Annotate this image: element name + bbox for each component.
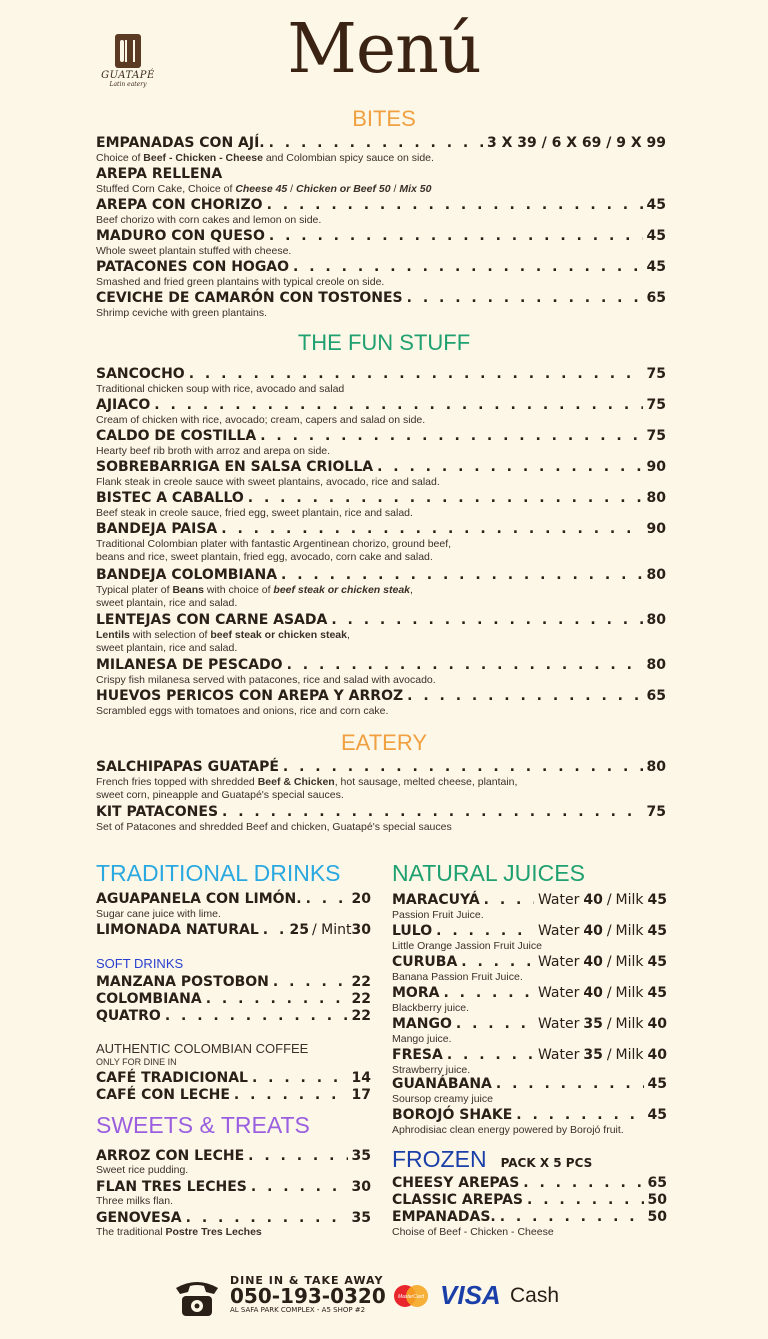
dot-leader <box>443 985 534 1002</box>
juice-item <box>392 1047 667 1064</box>
item-name: CURUBA <box>392 954 458 970</box>
coffee-note: ONLY FOR DINE IN <box>96 1057 177 1067</box>
bites-item <box>96 197 666 227</box>
water-price: 40 <box>583 985 603 1001</box>
dot-leader <box>447 1047 534 1064</box>
desc-text: Typical plater of <box>96 584 173 596</box>
water-price: 40 <box>583 954 603 970</box>
item-description <box>96 776 666 802</box>
dot-leader <box>287 657 643 674</box>
item-row <box>96 804 666 821</box>
desc-text: , hot sausage, melted cheese, plantain, <box>334 776 518 788</box>
desc-text: and Colombian spicy sauce on side. <box>262 152 434 164</box>
dot-leader <box>516 1107 643 1124</box>
item-description <box>96 1226 262 1239</box>
desc-bold: Beans <box>172 584 204 596</box>
juice-item <box>392 892 667 909</box>
item-price: 50 <box>647 1209 667 1225</box>
item-description <box>96 507 666 520</box>
item-price: 65 <box>647 1175 667 1191</box>
item-description: Sugar cane juice with lime. <box>96 908 221 920</box>
item-price: 30 <box>351 1179 371 1195</box>
page-title: Menú <box>287 10 481 89</box>
dot-leader <box>269 135 483 152</box>
dot-leader <box>331 612 642 629</box>
frozen-heading: FROZEN <box>392 1146 487 1172</box>
item-name: BANDEJA PAISA <box>96 521 218 537</box>
footer-phone[interactable]: 050-193-0320 <box>230 1284 386 1308</box>
dot-leader <box>496 1076 644 1093</box>
desc-text: Beef steak in creole sauce, fried egg, sweet plantain, rice and salad. <box>96 507 413 519</box>
dot-leader <box>263 922 286 939</box>
item-price: 45 <box>646 228 666 244</box>
item-name: CALDO DE COSTILLA <box>96 428 257 444</box>
desc-bold: Lentils <box>96 629 130 641</box>
item-row <box>96 228 666 245</box>
dot-leader <box>186 1210 348 1227</box>
item-row <box>96 428 666 445</box>
item-description <box>96 1164 188 1177</box>
item-description <box>96 276 666 289</box>
item-name: AJIACO <box>96 397 151 413</box>
desc-text: The traditional <box>96 1226 166 1238</box>
fun-item <box>96 688 666 718</box>
item-row <box>96 290 666 307</box>
coffee-heading: AUTHENTIC COLOMBIAN COFFEE <box>96 1041 309 1056</box>
item-description: Little Orange Jassion Fruit Juice <box>392 940 542 952</box>
dot-leader <box>500 1209 644 1226</box>
eatery-item <box>96 804 666 834</box>
item-price: 50 <box>647 1192 667 1208</box>
item-description: Choise of Beef - Chicken - Cheese <box>392 1226 554 1238</box>
separator: / <box>606 1047 612 1063</box>
desc-text: , <box>410 584 413 596</box>
item-description <box>96 445 666 458</box>
milk-price: 40 <box>647 1047 667 1063</box>
item-name: PATACONES CON HOGAO <box>96 259 290 275</box>
footer <box>170 1272 600 1320</box>
desc-text: Whole sweet plantain stuffed with cheese. <box>96 245 292 257</box>
fun-item <box>96 612 666 655</box>
item-name: LENTEJAS CON CARNE ASADA <box>96 612 328 628</box>
dot-leader <box>234 1087 348 1104</box>
desc-text: sweet corn, pineapple and Guatapé's special sauces. <box>96 789 344 801</box>
item-price: 65 <box>646 290 666 306</box>
item-description: Soursop creamy juice <box>392 1093 493 1105</box>
item-price: 65 <box>646 688 666 704</box>
item-description <box>96 821 666 834</box>
item-row <box>96 459 666 476</box>
item-price: 80 <box>646 612 666 628</box>
item-price: 25 <box>289 922 310 938</box>
item-name: ARROZ CON LECHE <box>96 1148 245 1164</box>
item-name: MILANESA DE PESCADO <box>96 657 283 673</box>
item-price: 75 <box>646 397 666 413</box>
frozen-item <box>392 1209 667 1226</box>
item-price: 45 <box>646 259 666 275</box>
dot-leader <box>267 197 643 214</box>
item-price: 75 <box>646 428 666 444</box>
sweets-item <box>96 1179 371 1196</box>
item-description <box>96 538 666 564</box>
milk-price: 45 <box>647 892 667 908</box>
item-name: BANDEJA COLOMBIANA <box>96 567 278 583</box>
item-name: LULO <box>392 923 433 939</box>
item-price: 22 <box>351 1008 371 1024</box>
item-description: Mango juice. <box>392 1033 452 1045</box>
desc-text: Choice of <box>96 152 144 164</box>
item-price: 90 <box>646 521 666 537</box>
soft-drink-item <box>96 1008 371 1025</box>
water-label: Water <box>537 1047 580 1063</box>
item-price: 75 <box>646 366 666 382</box>
phone-icon <box>170 1274 224 1318</box>
sweets-item <box>96 1210 371 1227</box>
separator: / <box>606 985 612 1001</box>
item-price: 45 <box>646 197 666 213</box>
frozen-header <box>392 1146 592 1173</box>
frozen-item <box>392 1192 667 1209</box>
milk-price: 45 <box>647 954 667 970</box>
soft-drink-item <box>96 991 371 1008</box>
desc-text: Scrambled eggs with tomatoes and onions, rice and corn cake. <box>96 705 389 717</box>
desc-bold-italic: Cheese 45 <box>235 183 288 195</box>
desc-text: Set of Patacones and shredded Beef and chicken, Guatapé's special sauces <box>96 821 452 833</box>
item-description <box>96 629 666 655</box>
coffee-item <box>96 1070 371 1087</box>
item-price: 45 <box>647 1107 667 1123</box>
item-description <box>96 307 666 320</box>
desc-text: Crispy fish milanesa served with patacones, rice and salad with avocado. <box>96 674 436 686</box>
water-label: Water <box>537 985 580 1001</box>
separator: / <box>606 1016 612 1032</box>
item-description: Banana Passion Fruit Juice. <box>392 971 523 983</box>
fun-item <box>96 459 666 489</box>
mastercard-label: MasterCard <box>397 1294 425 1300</box>
water-price: 35 <box>583 1016 603 1032</box>
item-name: BOROJÓ SHAKE <box>392 1107 513 1123</box>
desc-text: Stuffed Corn Cake, Choice of <box>96 183 236 195</box>
water-price: 40 <box>583 923 603 939</box>
water-label: Water <box>537 1016 580 1032</box>
desc-text: / <box>390 183 400 195</box>
desc-text: Traditional chicken soup with rice, avocado and salad <box>96 383 345 395</box>
desc-text: beans and rice, sweet plantain, fried egg, avocado, corn cake and salad. <box>96 551 433 563</box>
milk-label: Milk <box>615 892 644 908</box>
desc-text: Traditional Colombian plater with fantastic Argentinean chorizo, ground beef, <box>96 538 452 550</box>
bites-item <box>96 135 666 165</box>
item-price: 80 <box>646 567 666 583</box>
item-row <box>96 366 666 383</box>
item-name: LIMONADA NATURAL <box>96 922 259 938</box>
item-name: GENOVESA <box>96 1210 182 1226</box>
frozen-item <box>392 1175 667 1192</box>
item-name: GUANÁBANA <box>392 1076 492 1092</box>
item-name: CAFÉ CON LECHE <box>96 1087 230 1103</box>
dot-leader <box>269 228 643 245</box>
milk-label: Milk <box>615 954 644 970</box>
dot-leader <box>484 892 534 909</box>
dot-leader <box>273 974 348 991</box>
desc-text: Smashed and fried green plantains with typical creole on side. <box>96 276 385 288</box>
item-description <box>96 245 666 258</box>
separator: / <box>606 892 612 908</box>
item-name: MANZANA POSTOBON <box>96 974 269 990</box>
bites-item <box>96 259 666 289</box>
item-description: Strawberry juice. <box>392 1064 471 1076</box>
item-description <box>96 414 666 427</box>
dot-leader <box>527 1192 644 1209</box>
item-name: SOBREBARRIGA EN SALSA CRIOLLA <box>96 459 374 475</box>
water-price: 35 <box>583 1047 603 1063</box>
dot-leader <box>407 290 643 307</box>
item-row <box>96 259 666 276</box>
juices-heading: NATURAL JUICES <box>392 860 585 886</box>
mastercard-icon <box>392 1284 430 1308</box>
item-description <box>96 476 666 489</box>
desc-bold-italic: Mix 50 <box>399 183 432 195</box>
juice-item <box>392 923 667 940</box>
dot-leader <box>293 259 642 276</box>
dot-leader <box>461 954 534 971</box>
item-name: AREPA RELLENA <box>96 166 223 182</box>
item-name: SANCOCHO <box>96 366 185 382</box>
item-row <box>96 135 666 152</box>
desc-bold-italic: Chicken or Beef 50 <box>296 183 391 195</box>
fun-item <box>96 397 666 427</box>
item-description <box>96 674 666 687</box>
desc-text: , <box>346 629 350 641</box>
alt-label: / Mint <box>312 922 352 938</box>
fun-item <box>96 657 666 687</box>
desc-text: Cream of chicken with rice, avocado; cream, capers and salad on side. <box>96 414 426 426</box>
item-name: AGUAPANELA CON LIMÓN. <box>96 891 302 907</box>
soft-drink-item <box>96 974 371 991</box>
item-price: 45 <box>647 1076 667 1092</box>
dot-leader <box>221 521 642 538</box>
milk-price: 45 <box>647 923 667 939</box>
item-name: QUATRO <box>96 1008 161 1024</box>
item-price: 80 <box>646 759 666 775</box>
fun-item <box>96 521 666 564</box>
juice-item <box>392 954 667 971</box>
item-name: MORA <box>392 985 440 1001</box>
desc-text: Sweet rice pudding. <box>96 1164 189 1176</box>
item-name: FLAN TRES LECHES <box>96 1179 247 1195</box>
fun-item <box>96 428 666 458</box>
item-row <box>96 197 666 214</box>
milk-label: Milk <box>615 923 644 939</box>
item-row <box>96 490 666 507</box>
footer-address: AL SAFA PARK COMPLEX - A5 SHOP #2 <box>230 1306 366 1314</box>
dot-leader <box>283 759 643 776</box>
fun-item <box>96 567 666 610</box>
item-price: 22 <box>351 974 371 990</box>
milk-price: 40 <box>647 1016 667 1032</box>
item-price: 80 <box>646 657 666 673</box>
dot-leader <box>222 804 642 821</box>
bites-item <box>96 290 666 320</box>
dot-leader <box>436 923 534 940</box>
dot-leader <box>456 1016 534 1033</box>
dot-leader <box>154 397 642 414</box>
dot-leader <box>189 366 643 383</box>
coffee-item <box>96 1087 371 1104</box>
item-description <box>96 183 666 196</box>
desc-text: with selection of <box>129 629 211 641</box>
separator: / <box>606 954 612 970</box>
item-description <box>96 152 666 165</box>
item-price: 22 <box>351 991 371 1007</box>
item-name: KIT PATACONES <box>96 804 219 820</box>
water-price: 40 <box>583 892 603 908</box>
desc-bold: Postre Tres Leches <box>165 1226 262 1238</box>
water-label: Water <box>537 923 580 939</box>
dot-leader <box>523 1175 643 1192</box>
item-name: FRESA <box>392 1047 443 1063</box>
dot-leader <box>260 428 642 445</box>
item-description <box>96 584 666 610</box>
item-price: 35 <box>351 1210 371 1226</box>
desc-text: sweet plantain, rice and salad. <box>96 642 238 654</box>
item-price: 20 <box>351 891 371 907</box>
desc-text: Beef chorizo with corn cakes and lemon on side. <box>96 214 322 226</box>
drinks-item <box>96 891 371 908</box>
brand-tagline: Latin eatery <box>109 81 147 88</box>
fun-item <box>96 366 666 396</box>
juice-item <box>392 1107 667 1124</box>
bites-item <box>96 228 666 258</box>
item-name: HUEVOS PERICOS CON AREPA Y ARROZ <box>96 688 404 704</box>
soft-drinks-heading: SOFT DRINKS <box>96 956 184 971</box>
footer-service: DINE IN & TAKE AWAY <box>230 1274 384 1287</box>
frozen-sub: PACK X 5 PCS <box>500 1156 593 1170</box>
item-description <box>96 1195 173 1208</box>
dot-leader <box>165 1008 348 1025</box>
item-price: 80 <box>646 490 666 506</box>
item-price: 17 <box>351 1087 371 1103</box>
sweets-heading: SWEETS & TREATS <box>96 1112 310 1138</box>
fun-item <box>96 490 666 520</box>
item-name: CEVICHE DE CAMARÓN CON TOSTONES <box>96 290 403 306</box>
desc-bold: beef steak or chicken steak <box>210 629 347 641</box>
sweets-item <box>96 1148 371 1165</box>
milk-label: Milk <box>615 985 644 1001</box>
item-row <box>96 612 666 629</box>
item-row <box>96 759 666 776</box>
desc-text: sweet plantain, rice and salad. <box>96 597 238 609</box>
item-row <box>96 688 666 705</box>
item-name: SALCHIPAPAS GUATAPÉ <box>96 759 279 775</box>
desc-text: / <box>287 183 297 195</box>
item-price: 90 <box>646 459 666 475</box>
item-row <box>96 657 666 674</box>
dot-leader <box>206 991 348 1008</box>
water-label: Water <box>537 954 580 970</box>
item-description: Blackberry juice. <box>392 1002 470 1014</box>
desc-text: Shrimp ceviche with green plantains. <box>96 307 268 319</box>
item-description: Passion Fruit Juice. <box>392 909 484 921</box>
item-row <box>96 166 666 183</box>
alt-price: 30 <box>351 922 371 938</box>
desc-text: Hearty beef rib broth with arroz and arepa on side. <box>96 445 331 457</box>
eatery-heading: EATERY <box>341 730 427 755</box>
drinks-item <box>96 922 371 939</box>
eatery-item <box>96 759 666 802</box>
milk-price: 45 <box>647 985 667 1001</box>
item-name: MARACUYÁ <box>392 892 480 908</box>
item-name: BISTEC A CABALLO <box>96 490 244 506</box>
item-name: CAFÉ TRADICIONAL <box>96 1070 248 1086</box>
item-name: MADURO CON QUESO <box>96 228 265 244</box>
item-price: 75 <box>646 804 666 820</box>
dot-leader <box>377 459 642 476</box>
item-row <box>96 397 666 414</box>
dot-leader <box>407 688 642 705</box>
bites-item <box>96 166 666 196</box>
item-name: CLASSIC AREPAS <box>392 1192 523 1208</box>
item-name: EMPANADAS CON AJÍ. <box>96 135 265 151</box>
juice-item <box>392 1016 667 1033</box>
item-price: 14 <box>351 1070 371 1086</box>
item-description <box>96 705 666 718</box>
milk-label: Milk <box>615 1047 644 1063</box>
item-row <box>96 567 666 584</box>
desc-text: with choice of <box>203 584 274 596</box>
visa-logo: VISA <box>440 1280 501 1310</box>
desc-text: Flank steak in creole sauce with sweet plantains, avocado, rice and salad. <box>96 476 440 488</box>
juice-item <box>392 985 667 1002</box>
juice-item <box>392 1076 667 1093</box>
dot-leader <box>252 1070 348 1087</box>
water-label: Water <box>537 892 580 908</box>
item-name: EMPANADAS. <box>392 1209 496 1225</box>
desc-text: French fries topped with shredded <box>96 776 258 788</box>
item-description: Aphrodisiac clean energy powered by Borojó fruit. <box>392 1124 624 1136</box>
brand-name: GUATAPÉ <box>101 70 155 81</box>
item-price: 3 X 39 / 6 X 69 / 9 X 99 <box>486 135 666 151</box>
desc-bold-italic: beef steak or chicken steak <box>273 584 410 596</box>
desc-bold: Beef - Chicken - Cheese <box>143 152 263 164</box>
dot-leader <box>251 1179 348 1196</box>
milk-label: Milk <box>615 1016 644 1032</box>
desc-bold: Beef & Chicken <box>257 776 335 788</box>
item-name: AREPA CON CHORIZO <box>96 197 263 213</box>
dot-leader <box>281 567 642 584</box>
item-row <box>96 521 666 538</box>
drinks-heading: TRADITIONAL DRINKS <box>96 860 341 886</box>
cash-label: Cash <box>510 1284 560 1307</box>
item-price: 35 <box>351 1148 371 1164</box>
item-name: CHEESY AREPAS <box>392 1175 520 1191</box>
desc-text: Three milks flan. <box>96 1195 174 1207</box>
separator: / <box>606 923 612 939</box>
dot-leader <box>306 891 348 908</box>
item-name: COLOMBIANA <box>96 991 202 1007</box>
item-description <box>96 383 666 396</box>
dot-leader <box>248 490 643 507</box>
fun-heading: THE FUN STUFF <box>297 330 471 355</box>
dot-leader <box>248 1148 347 1165</box>
item-name: MANGO <box>392 1016 452 1032</box>
item-description <box>96 214 666 227</box>
bites-heading: BITES <box>352 106 416 131</box>
